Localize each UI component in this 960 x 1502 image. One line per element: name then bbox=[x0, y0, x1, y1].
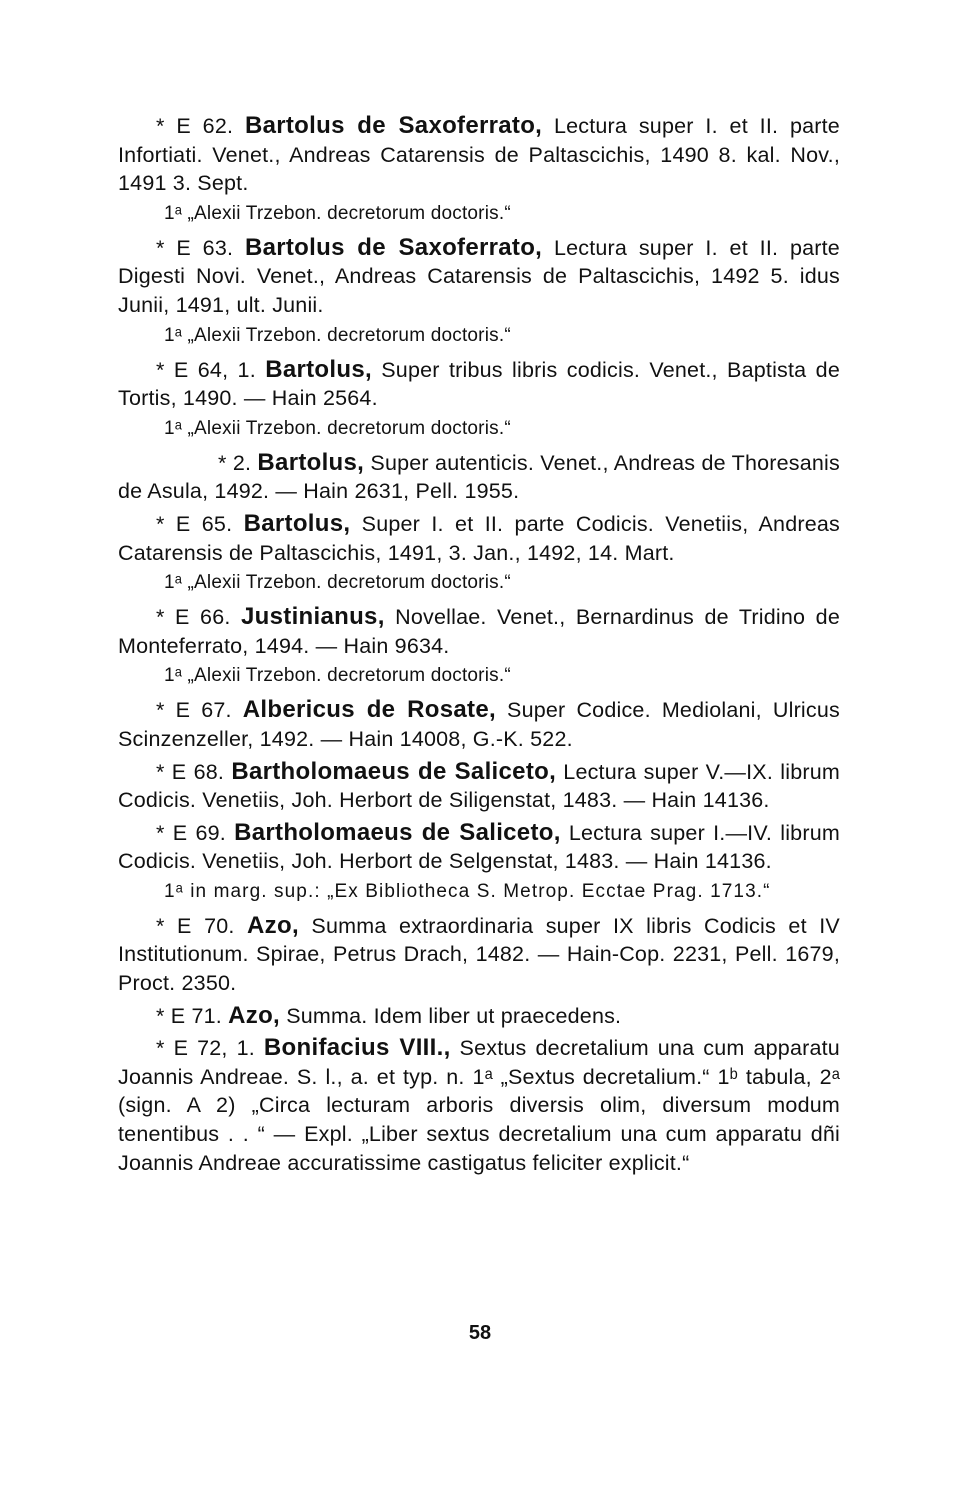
catalogue-entry bbox=[118, 696, 840, 753]
entry-body: Super Codice. Mediolani, Ulricus Scinzenzeller, 1492. — Hain 14008, G.-K. 522. bbox=[118, 698, 840, 751]
entry-author: Azo, bbox=[247, 911, 299, 939]
page-number: 58 bbox=[468, 1322, 492, 1344]
catalogue-page bbox=[118, 112, 840, 1177]
entry-mark: * E 71. bbox=[156, 1003, 222, 1028]
entry-author: Bartolus de Saxoferrato, bbox=[244, 233, 543, 261]
entry-mark: * E 69. bbox=[156, 820, 226, 845]
entry-provenance: 1ᵃ „Alexii Trzebon. decretorum doctoris.“ bbox=[164, 417, 511, 439]
entry-author: Bartolus, bbox=[257, 448, 365, 476]
entry-author: Bartolus, bbox=[243, 509, 351, 537]
entry-mark: * E 62. bbox=[156, 114, 234, 138]
catalogue-entry bbox=[118, 356, 840, 413]
entry-author: Bartolus, bbox=[265, 355, 372, 383]
entry-body: Lectura super I. et II. parte Infortiati. Venet., Andreas Catarensis de Paltascichis, 1490 8. kal. Nov., 1491 3. Sept. bbox=[118, 114, 840, 196]
catalogue-entry bbox=[118, 912, 840, 998]
catalogue-entry bbox=[118, 449, 840, 506]
catalogue-entry bbox=[118, 1034, 840, 1177]
entry-provenance: 1ᵃ in marg. sup.: „Ex Bibliotheca S. Metrop. Ecctae Prag. 1713.“ bbox=[164, 880, 771, 902]
entry-body: Super autenticis. Venet., Andreas de Thoresanis de Asula, 1492. — Hain 2631, Pell. 1955. bbox=[118, 450, 840, 504]
entry-body: Super tribus libris codicis. Venet., Baptista de Tortis, 1490. — Hain 2564. bbox=[118, 357, 840, 411]
entry-mark: * E 70. bbox=[156, 913, 235, 938]
entry-body: Super I. et II. parte Codicis. Venetiis, Andreas Catarensis de Paltascichis, 1491, 3. Jan., 1492, 14. Mart. bbox=[118, 511, 840, 565]
entry-author: Bonifacius VIII., bbox=[263, 1034, 451, 1062]
entry-mark: * E 65. bbox=[156, 511, 233, 536]
entry-provenance: 1ᵃ „Alexii Trzebon. decretorum doctoris.“ bbox=[164, 324, 511, 346]
catalogue-entry bbox=[118, 758, 840, 815]
entry-mark: * E 72, 1. bbox=[156, 1036, 255, 1061]
entry-mark: * E 67. bbox=[156, 698, 232, 723]
entry-author: Bartolus de Saxoferrato, bbox=[244, 112, 543, 139]
entry-mark: * E 66. bbox=[156, 605, 231, 630]
entry-author: Bartholomaeus de Saliceto, bbox=[231, 757, 557, 785]
entry-body: Lectura super V.—IX. librum Codicis. Venetiis, Joh. Herbort de Siligenstat, 1483. — Hain 14136. bbox=[118, 759, 840, 813]
entry-body: Lectura super I.—IV. librum Codicis. Venetiis, Joh. Herbort de Selgenstat, 1483. — Hain 14136. bbox=[118, 820, 840, 874]
entry-author: Albericus de Rosate, bbox=[242, 696, 496, 724]
entry-mark: * E 64, 1. bbox=[156, 357, 256, 382]
entry-provenance: 1ᵃ „Alexii Trzebon. decretorum doctoris.“ bbox=[164, 202, 511, 224]
catalogue-entry bbox=[118, 603, 840, 660]
catalogue-entry bbox=[118, 112, 840, 198]
entry-provenance: 1ᵃ „Alexii Trzebon. decretorum doctoris.“ bbox=[164, 665, 511, 687]
catalogue-entry bbox=[118, 234, 840, 320]
entry-body: Summa. Idem liber ut praecedens. bbox=[286, 1003, 622, 1028]
entry-body: Novellae. Venet., Bernardinus de Tridino de Monteferrato, 1494. — Hain 9634. bbox=[118, 605, 840, 658]
entry-body: Lectura super I. et II. parte Digesti Novi. Venet., Andreas Catarensis de Paltascichis, 1492 5. idus Junii, 1491, ult. Junii. bbox=[118, 235, 840, 317]
entry-body: Summa extraordinaria super IX libris Codicis et IV Institutionum. Spirae, Petrus Drach, 1482. — Hain-Cop. 2231, Pell. 1679, Proct. 2350. bbox=[118, 913, 840, 996]
catalogue-entry bbox=[118, 819, 840, 876]
entry-mark: * 2. bbox=[218, 450, 252, 475]
entry-author: Justinianus, bbox=[241, 603, 385, 631]
catalogue-entry bbox=[118, 510, 840, 567]
entry-author: Bartholomaeus de Saliceto, bbox=[234, 818, 561, 846]
entry-mark: * E 63. bbox=[156, 235, 234, 260]
entry-provenance: 1ᵃ „Alexii Trzebon. decretorum doctoris.“ bbox=[164, 572, 511, 594]
entry-mark: * E 68. bbox=[156, 759, 225, 784]
entry-body: Sextus decretalium una cum apparatu Joannis Andreae. S. l., a. et typ. n. 1ᵃ „Sextus decretalium.“ 1ᵇ tabula, 2ᵃ (sign. A 2) „Circa lecturam arboris diversis olim, diversum modum tenentibus . . “ — Expl. „Liber sextus decretalium una cum apparatu dñi Joannis Andreae accuratissime castigatus feliciter explicit.“ bbox=[118, 1036, 840, 1175]
catalogue-entry bbox=[118, 1002, 840, 1031]
entry-author: Azo, bbox=[228, 1001, 281, 1029]
